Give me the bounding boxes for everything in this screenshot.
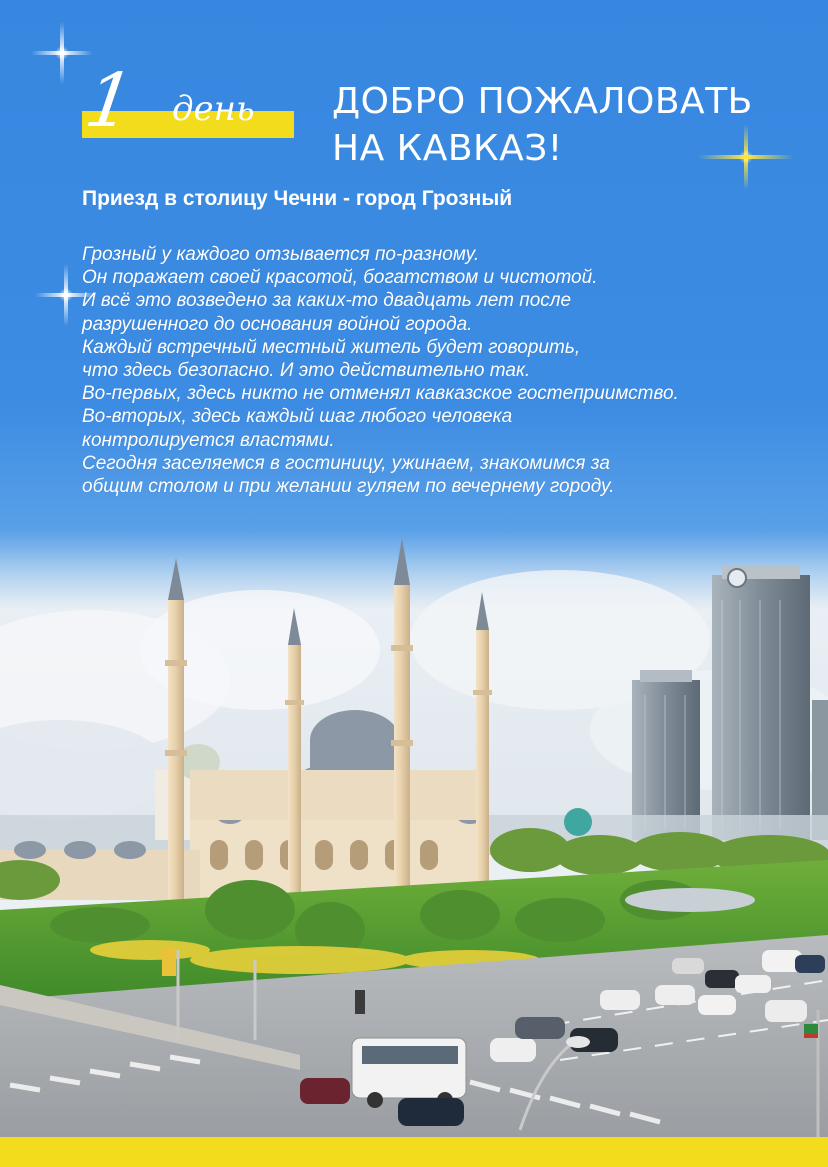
day-number: 1 [79, 58, 140, 144]
description-line: Он поражает своей красотой, богатством и чистотой. [82, 267, 598, 289]
city-photo [0, 530, 828, 1137]
day-subtitle: Приезд в столицу Чечни - город Грозный [82, 187, 513, 210]
description-line: Каждый встречный местный житель будет говорить, [82, 336, 581, 358]
description-line: Грозный у каждого отзывается по-разному. [82, 244, 480, 265]
page-title-line-1: ДОБРО ПОЖАЛОВАТЬ [332, 81, 753, 122]
page-title-line-2: НА КАВКАЗ! [332, 128, 563, 169]
description-line: общим столом и при желании гуляем по вечернему городу. [82, 476, 615, 498]
description-line: Во-вторых, здесь каждый шаг любого человека [82, 406, 513, 428]
day-badge [79, 58, 294, 144]
day-description [82, 243, 812, 498]
description-line: контролируется властями. [82, 429, 335, 451]
day-word: день [172, 89, 255, 129]
description-line: что здесь безопасно. И это действительно так. [82, 360, 531, 382]
description-line: Во-первых, здесь никто не отменял кавказское гостеприимство. [82, 383, 679, 405]
page-title [332, 78, 802, 172]
description-line: И всё это возведено за каких-то двадцать лет после [82, 290, 572, 312]
description-line: Сегодня заселяемся в гостиницу, ужинаем, знакомимся за [82, 452, 610, 474]
bottom-accent-strip [0, 1137, 828, 1167]
description-line: разрушенного до основания войной города. [82, 313, 473, 335]
